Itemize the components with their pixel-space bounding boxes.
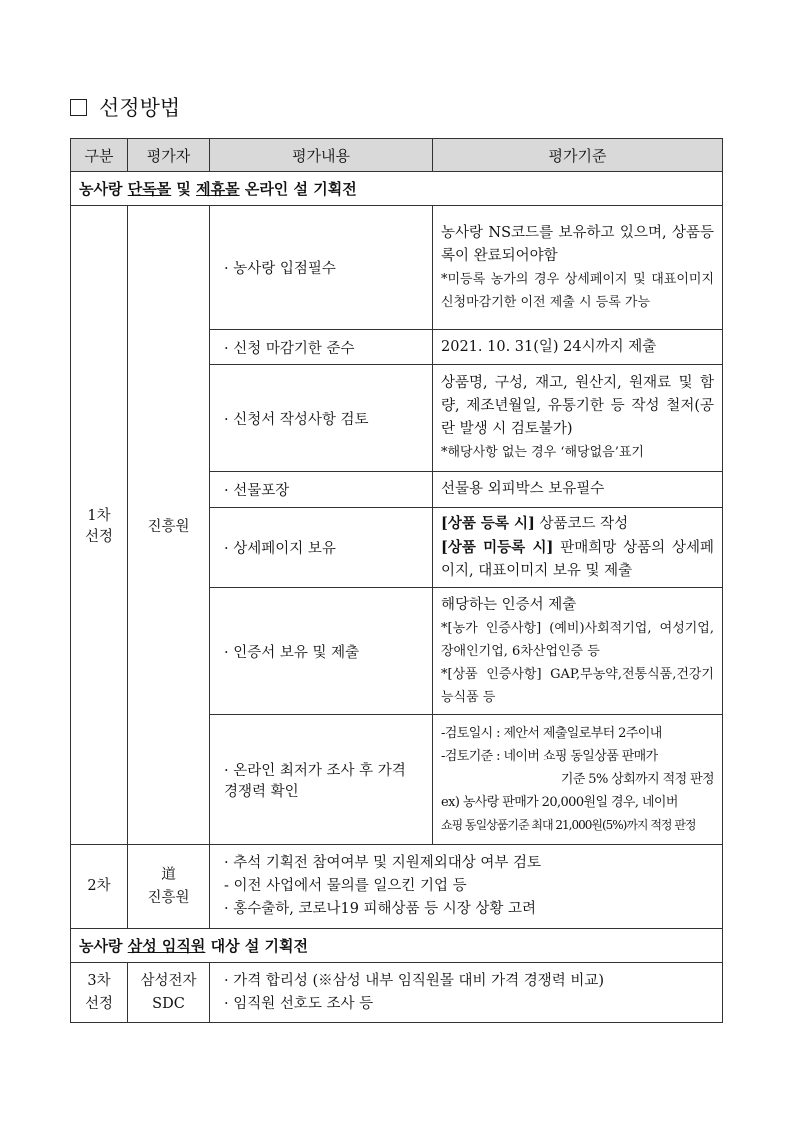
stage-cell-round2: 2차 <box>71 845 128 929</box>
content-cell: · 상세페이지 보유 <box>210 508 433 588</box>
stage-cell-round3: 3차 선정 <box>71 963 128 1023</box>
table-row-round3 <box>71 963 723 1023</box>
section-row-samsung <box>71 929 723 963</box>
content-cell: · 신청서 작성사항 검토 <box>210 365 433 472</box>
checkbox-square-icon <box>70 99 87 116</box>
stage-cell-round1: 1차 선정 <box>71 206 128 845</box>
criteria-cell: 농사랑 NS코드를 보유하고 있으며, 상품등록이 완료되어야함 *미등록 농가의 경우 상세페이지 및 대표이미지 신청마감기한 이전 제출 시 등록 가능 <box>433 206 723 330</box>
content-cell: · 온라인 최저가 조사 후 가격 경쟁력 확인 <box>210 715 433 845</box>
content-cell: · 신청 마감기한 준수 <box>210 330 433 365</box>
section-title-online: 농사랑 단독몰 및 제휴몰 온라인 설 기획전 <box>71 172 723 206</box>
criteria-cell: -검토일시 : 제안서 제출일로부터 2주이내 -검토기준 : 네이버 쇼핑 동일상품 판매가 기준 5% 상회까지 적정 판정 ex) 농사랑 판매가 20,000원일 경우, 네이버 쇼핑 동일상품기준 최대 21,000원(5%)까지 적정 판정 <box>433 715 723 845</box>
header-division: 구분 <box>71 139 128 172</box>
criteria-cell: 2021. 10. 31(일) 24시까지 제출 <box>433 330 723 365</box>
section-title-samsung: 농사랑 삼성 임직원 대상 설 기획전 <box>71 929 723 963</box>
header-evaluator: 평가자 <box>128 139 210 172</box>
table-row-round2 <box>71 845 723 929</box>
section-row-online <box>71 172 723 206</box>
content-cell: · 인증서 보유 및 제출 <box>210 588 433 715</box>
section-heading <box>70 92 180 122</box>
criteria-cell: 상품명, 구성, 재고, 원산지, 원재료 및 함량, 제조년월일, 유통기한 등 작성 철저(공란 발생 시 검토불가) *해당사항 없는 경우 ‘해당없음’표기 <box>433 365 723 472</box>
header-content: 평가내용 <box>210 139 433 172</box>
criteria-cell: [상품 등록 시] 상품코드 작성 [상품 미등록 시] 판매희망 상품의 상세페이지, 대표이미지 보유 및 제출 <box>433 508 723 588</box>
table-header-row <box>71 139 723 172</box>
evaluator-cell-round3: 삼성전자 SDC <box>128 963 210 1023</box>
evaluator-cell-round1: 진흥원 <box>128 206 210 845</box>
table-row <box>71 206 723 330</box>
criteria-cell: 해당하는 인증서 제출 *[농가 인증사항] (예비)사회적기업, 여성기업, 장애인기업, 6차산업인증 등 *[상품 인증사항] GAP,무농약,전통식품,건강기능식품 등 <box>433 588 723 715</box>
heading-title: 선정방법 <box>99 96 181 120</box>
criteria-cell: 선물용 외피박스 보유필수 <box>433 472 723 508</box>
round3-content-cell: · 가격 합리성 (※삼성 내부 임직원몰 대비 가격 경쟁력 비교) · 임직원 선호도 조사 등 <box>210 963 723 1023</box>
evaluator-cell-round2: 道 진흥원 <box>128 845 210 929</box>
content-cell: · 선물포장 <box>210 472 433 508</box>
content-cell: · 농사랑 입점필수 <box>210 206 433 330</box>
selection-method-table <box>70 138 723 1023</box>
header-criteria: 평가기준 <box>433 139 723 172</box>
round2-content-cell: · 추석 기획전 참여여부 및 지원제외대상 여부 검토 - 이전 사업에서 물의를 일으킨 기업 등 · 홍수출하, 코로나19 피해상품 등 시장 상황 고려 <box>210 845 723 929</box>
